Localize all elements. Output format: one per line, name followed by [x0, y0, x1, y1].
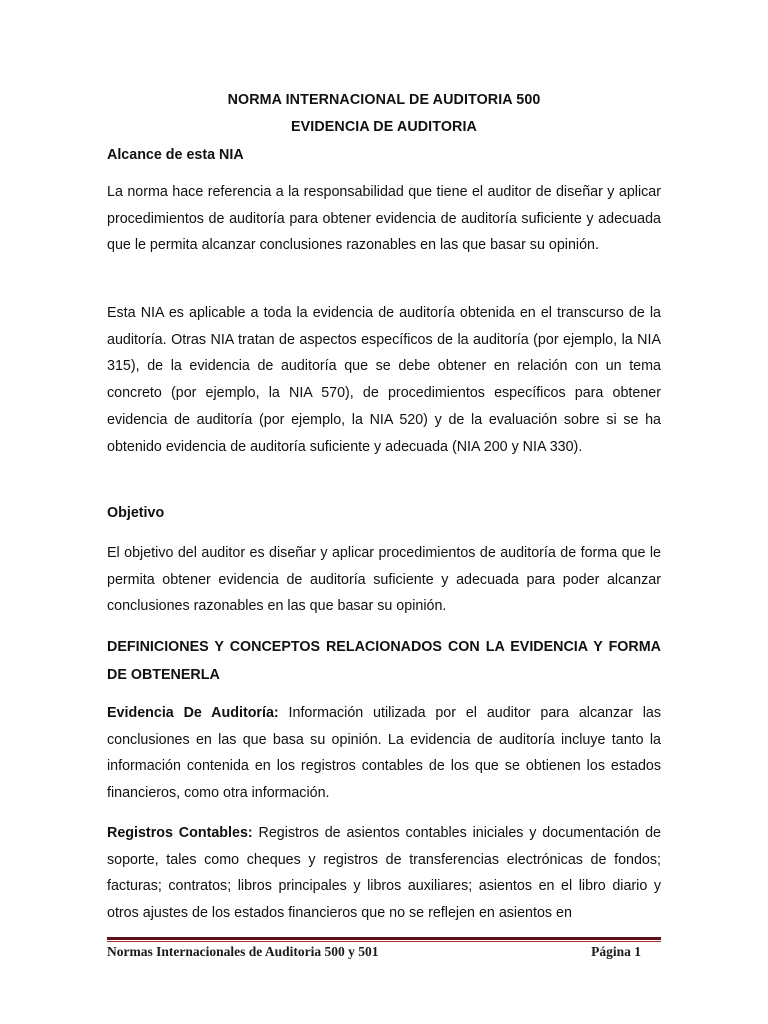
definition-registros: Registros de asientos contables iniciales y documentación de soporte, tales como cheques y registros de transferencias electrónicas de fondos; facturas; contratos; libros principales y libros auxiliares; asientos en el libro diario y otros ajustes de los estados financieros que no se reflejen en asientos en	[107, 825, 661, 922]
footer-document-name: Normas Internacionales de Auditoria 500 y 501	[107, 944, 379, 959]
term-registros: Registros Contables:	[107, 825, 253, 841]
section-heading-alcance: Alcance de esta NIA	[107, 147, 244, 163]
section-heading-objetivo: Objetivo	[107, 505, 165, 521]
paragraph-registros	[107, 820, 661, 927]
footer-divider	[107, 937, 661, 940]
term-evidencia: Evidencia De Auditoría:	[107, 705, 279, 721]
paragraph-alcance-2: Esta NIA es aplicable a toda la evidencia de auditoría obtenida en el transcurso de la auditoría. Otras NIA tratan de aspectos específicos de la auditoría (por ejemplo, la NIA 315), de la evidencia de auditoría que se debe obtener en relación con un tema concreto (por ejemplo, la NIA 570), de procedimientos específicos para obtener evidencia de auditoría (por ejemplo, la NIA 520) y de la evaluación sobre si se ha obtenido evidencia de auditoría suficiente y adecuada (NIA 200 y NIA 330).	[107, 305, 661, 455]
paragraph-alcance-1: La norma hace referencia a la responsabilidad que tiene el auditor de diseñar y aplicar procedimientos de auditoría para obtener evidencia de auditoría suficiente y adecuada que le permita alcanzar conclusiones razonables en las que basar su opinión.	[107, 184, 661, 254]
paragraph-evidencia	[107, 700, 661, 807]
footer-page-number: Página 1	[591, 944, 641, 959]
paragraph-objetivo: El objetivo del auditor es diseñar y aplicar procedimientos de auditoría de forma que le permita obtener evidencia de auditoría suficiente y adecuada para poder alcanzar conclusiones razonables en las que basar su opinión.	[107, 545, 661, 615]
document-title: NORMA INTERNACIONAL DE AUDITORIA 500	[227, 92, 541, 108]
footer-divider-accent	[107, 941, 661, 942]
definition-evidencia: Información utilizada por el auditor para alcanzar las conclusiones en las que basa su opinión. La evidencia de auditoría incluye tanto la información contenida en los registros contables de los que se obtienen los estados financieros, como otra información.	[107, 705, 661, 802]
section-heading-definiciones: DEFINICIONES Y CONCEPTOS RELACIONADOS CON LA EVIDENCIA Y FORMA DE OBTENERLA	[107, 639, 661, 683]
document-subtitle: EVIDENCIA DE AUDITORIA	[291, 119, 477, 135]
